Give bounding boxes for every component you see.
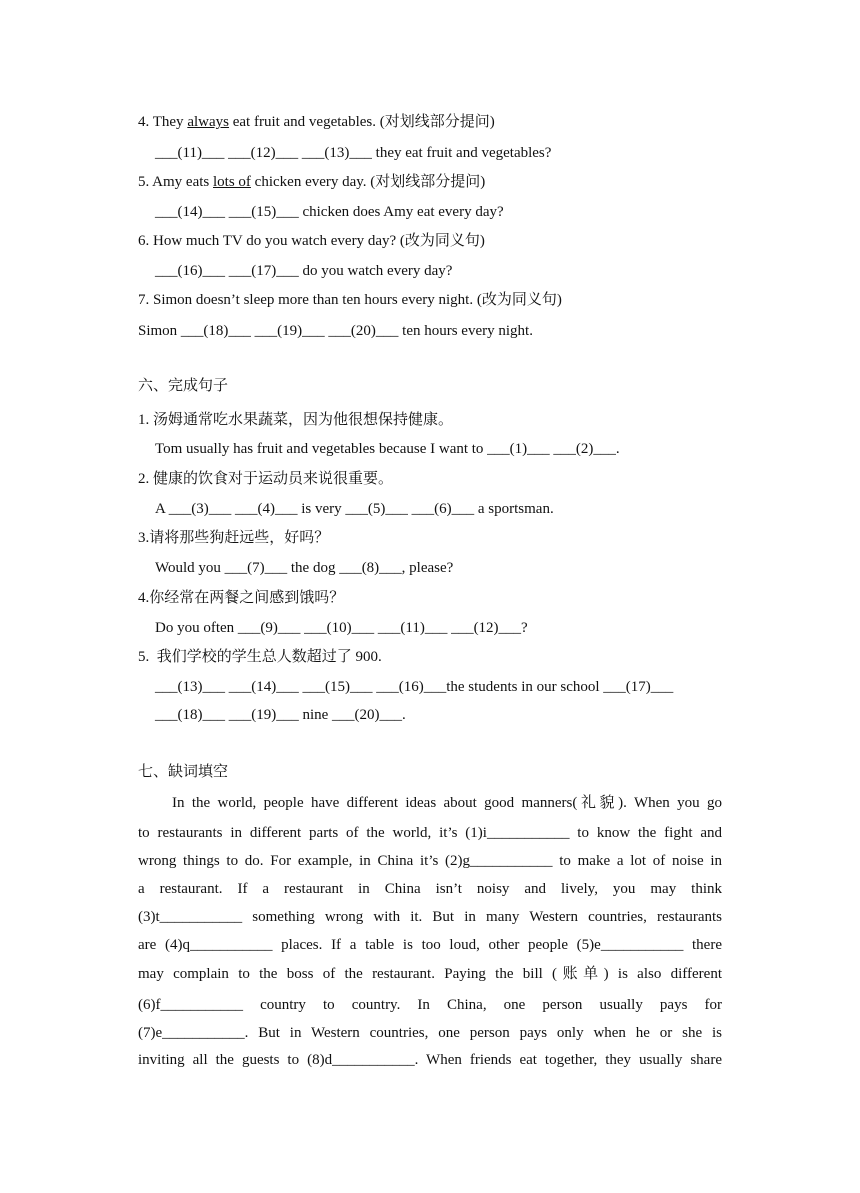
q5-underlined: lots of: [213, 174, 251, 190]
q5-text-pre: 5. Amy eats: [138, 174, 213, 190]
q4-text-post: eat fruit and vegetables. (对划线部分提问): [228, 114, 495, 130]
question-6: 6. How much TV do you watch every day? (改为同义句): [138, 233, 485, 249]
s6-item-3-cn: 3.请将那些狗赶远些，好吗？: [138, 530, 330, 546]
q5-answer: ___(14)___ ___(15)___ chicken does Amy eat every day?: [155, 204, 504, 220]
s7-line-9: (7)e___________. But in Western countries, one person pays only when he or she is: [138, 1025, 722, 1041]
q5-text-post: chicken every day. (对划线部分提问): [250, 174, 486, 190]
s7-line-6: are (4)q___________ places. If a table is too loud, other people (5)e___________ there: [138, 937, 722, 953]
s6-item-2-cn: 2. 健康的饮食对于运动员来说很重要。: [138, 471, 394, 487]
s7-line-7: may complain to the boss of the restaurant. Paying the bill (账单) is also different: [138, 966, 722, 982]
section-7-heading: 七、缺词填空: [138, 764, 229, 780]
s7-line-1: In the world, people have different ideas about good manners(礼貌). When you go: [172, 795, 722, 811]
s7-line-2: to restaurants in different parts of the world, it’s (1)i___________ to know the fight and: [138, 825, 722, 841]
s6-item-5-en: ___(13)___ ___(14)___ ___(15)___ ___(16)___the students in our school ___(17)___: [155, 679, 674, 695]
s6-item-4-cn: 4.你经常在两餐之间感到饿吗？: [138, 590, 345, 606]
q6-answer: ___(16)___ ___(17)___ do you watch every day?: [155, 263, 453, 279]
s6-item-1-en: Tom usually has fruit and vegetables because I want to ___(1)___ ___(2)___.: [155, 441, 620, 457]
s6-item-5-en-cont: ___(18)___ ___(19)___ nine ___(20)___.: [155, 707, 406, 723]
question-5: [138, 172, 485, 192]
q4-underlined: always: [187, 114, 229, 130]
q4-text-pre: 4. They: [138, 114, 188, 130]
s6-item-5-cn: 5. 我们学校的学生总人数超过了 900.: [138, 649, 382, 665]
s7-line-4: a restaurant. If a restaurant in China isn’t noisy and lively, you may think: [138, 881, 722, 897]
section-6-heading: 六、完成句子: [138, 378, 229, 394]
s7-line-8: (6)f___________ country to country. In China, one person usually pays for: [138, 997, 722, 1013]
s7-line-3: wrong things to do. For example, in China it’s (2)g___________ to make a lot of noise in: [138, 853, 722, 869]
s7-line-10: inviting all the guests to (8)d___________. When friends eat together, they usually share: [138, 1052, 722, 1068]
q4-answer: ___(11)___ ___(12)___ ___(13)___ they eat fruit and vegetables?: [155, 145, 552, 161]
s7-line-5: (3)t___________ something wrong with it. But in many Western countries, restaurants: [138, 909, 722, 925]
s6-item-1-cn: 1. 汤姆通常吃水果蔬菜，因为他很想保持健康。: [138, 412, 454, 428]
s6-item-2-en: A ___(3)___ ___(4)___ is very ___(5)___ ___(6)___ a sportsman.: [155, 501, 554, 517]
s6-item-3-en: Would you ___(7)___ the dog ___(8)___, please?: [155, 560, 454, 576]
question-4: [138, 112, 495, 132]
q7-answer: Simon ___(18)___ ___(19)___ ___(20)___ ten hours every night.: [138, 323, 533, 339]
question-7: 7. Simon doesn’t sleep more than ten hours every night. (改为同义句): [138, 292, 562, 308]
s6-item-4-en: Do you often ___(9)___ ___(10)___ ___(11)___ ___(12)___?: [155, 620, 528, 636]
